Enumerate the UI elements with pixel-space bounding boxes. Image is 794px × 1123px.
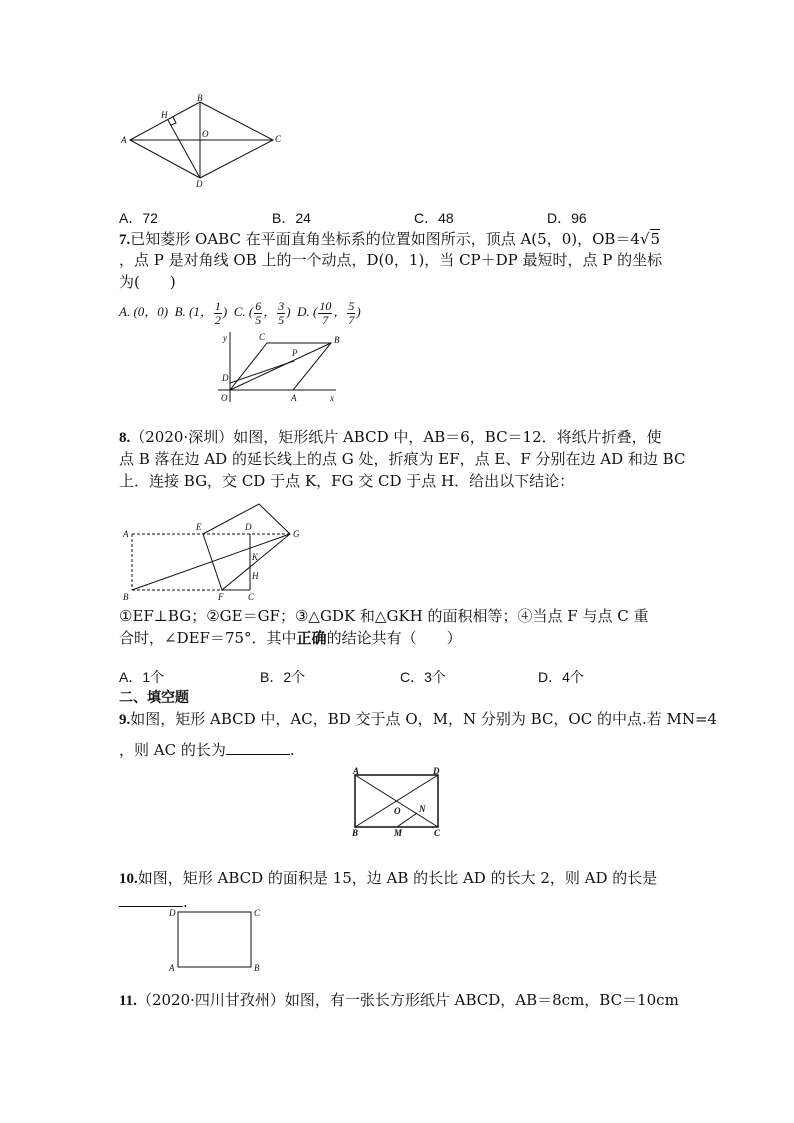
q7-segment-dp (230, 361, 294, 383)
q10-label-a: A (169, 963, 175, 973)
q7-options (119, 298, 361, 327)
q10-label-b: B (254, 963, 260, 973)
q6-option-d: D．96 (547, 210, 587, 226)
q6-option-b: B．24 (272, 210, 311, 226)
q9-label-d: D (433, 766, 440, 776)
q7-line1: 7.已知菱形 OABC 在平面直角坐标系的位置如图所示，顶点 A(5，0)，OB＝4√5 (119, 230, 661, 248)
q8-label-e: E (196, 522, 202, 532)
q8-folding-figure (118, 490, 314, 606)
q8-label-h: H (252, 571, 259, 581)
q8-option-b: B．2个 (260, 669, 306, 685)
q7-line1-text: 已知菱形 OABC 在平面直角坐标系的位置如图所示，顶点 A(5，0)，OB＝4 (130, 230, 640, 248)
q7-option-b: B. (1， $\frac{1}{2}$ ) (174, 298, 228, 327)
q9-rectangle-figure (348, 766, 448, 840)
q7-label-d: D (222, 373, 229, 383)
q8-label-b: B (123, 592, 129, 602)
q8-segment-bg (132, 534, 290, 590)
q8-conclusions-line2: 合时，∠DEF＝75°．其中正确的结论共有（ ） (119, 629, 462, 647)
q7-option-c: C. ( $\frac{6}{5}$ ， $\frac{3}{5}$ ) (233, 298, 291, 327)
q8-option-d: D．4个 (538, 669, 584, 685)
q7-option-a: A. (0，0) (119, 304, 169, 319)
q10-label-d: D (169, 908, 176, 918)
q9-label-o: O (394, 806, 401, 816)
q9-label-m: M (394, 828, 403, 838)
q7-option-d: D. ( $\frac{10}{7}$ ， $\frac{5}{7}$ ) (297, 298, 361, 327)
q6-label-b: B (197, 94, 203, 103)
q8-line3: 上．连接 BG，交 CD 于点 K，FG 交 CD 于点 H．给出以下结论： (119, 472, 575, 490)
q7-sqrt-arg: 5 (650, 230, 661, 248)
q7-diagonal-ob (230, 343, 331, 390)
q7-label-y: y (223, 333, 227, 343)
q10-rectangle (178, 912, 251, 967)
q11-line1: 11.（2020·四川甘孜州）如图，有一张长方形纸片 ABCD，AB＝8cm，BC＝10cm (119, 991, 679, 1009)
q6-label-o: O (202, 129, 209, 139)
q10-label-c: C (254, 908, 261, 918)
q7-line2: ，点 P 是对角线 OB 上的一个动点，D(0，1)，当 CP＋DP 最短时，点 P 的坐标 (119, 251, 663, 269)
q6-rhombus-figure (118, 94, 288, 188)
q6-option-a: A．72 (119, 210, 158, 226)
q10-number: 10. (119, 871, 138, 887)
q7-line3: 为( ) (119, 273, 176, 291)
q9-line2: ，则 AC 的长为 . (119, 741, 295, 759)
q11-number: 11. (119, 993, 137, 1009)
q7-label-x: x (330, 393, 334, 403)
q8-label-f: F (218, 592, 224, 602)
q7-label-a: A (291, 393, 297, 403)
q8-label-a: A (123, 529, 129, 539)
q8-line1: 8.（2020·深圳）如图，矩形纸片 ABCD 中，AB＝6，BC＝12．将纸片折叠，使 (119, 428, 662, 446)
q8-label-c: C (248, 592, 255, 602)
q6-label-d: D (196, 179, 203, 188)
q7-label-o: O (221, 393, 228, 403)
q6-label-c: C (275, 134, 282, 144)
q10-line1: 10.如图，矩形 ABCD 的面积是 15，边 AB 的长比 AD 的长大 2，则 AD 的长是 (119, 869, 658, 887)
q9-label-b: B (352, 828, 359, 838)
q8-option-a: A．1个 (119, 669, 165, 685)
q8-label-d: D (245, 522, 252, 532)
q7-label-p: P (292, 348, 298, 358)
q10-rectangle-figure (166, 904, 266, 976)
section-title: 二、填空题 (119, 690, 189, 706)
q6-label-h: H (161, 110, 168, 120)
q8-line2: 点 B 落在边 AD 的延长线上的点 G 处，折痕为 EF，点 E、F 分别在边 AD 和边 BC (119, 450, 686, 468)
q8-label-g: G (293, 529, 300, 539)
q6-label-a: A (121, 135, 127, 145)
q7-label-c: C (259, 332, 266, 342)
q7-number: 7. (119, 232, 131, 248)
q7-coordinate-figure (214, 328, 344, 408)
q9-answer-blank[interactable] (226, 740, 290, 755)
q10-line2: . (119, 892, 188, 912)
q9-number: 9. (119, 712, 131, 728)
q9-label-c: C (434, 828, 441, 838)
q7-label-b: B (334, 335, 340, 345)
q8-emphasis: 正确 (296, 629, 327, 647)
q8-option-c: C．3个 (400, 669, 446, 685)
q8-label-k: K (252, 552, 259, 562)
q9-label-n: N (419, 804, 426, 814)
q9-label-a: A (353, 766, 360, 776)
q6-option-c: C．48 (414, 210, 454, 226)
q9-line1: 9.如图，矩形 ABCD 中，AC，BD 交于点 O，M，N 分别为 BC，OC 的中点.若 MN=4 (119, 710, 718, 728)
q8-folded-quad (203, 504, 290, 590)
q6-right-angle-mark (171, 117, 176, 125)
q8-conclusions-line1: ①EF⊥BG；②GE＝GF；③△GDK 和△GKH 的面积相等；④当点 F 与点 C 重 (119, 607, 649, 625)
q8-number: 8. (119, 430, 131, 446)
